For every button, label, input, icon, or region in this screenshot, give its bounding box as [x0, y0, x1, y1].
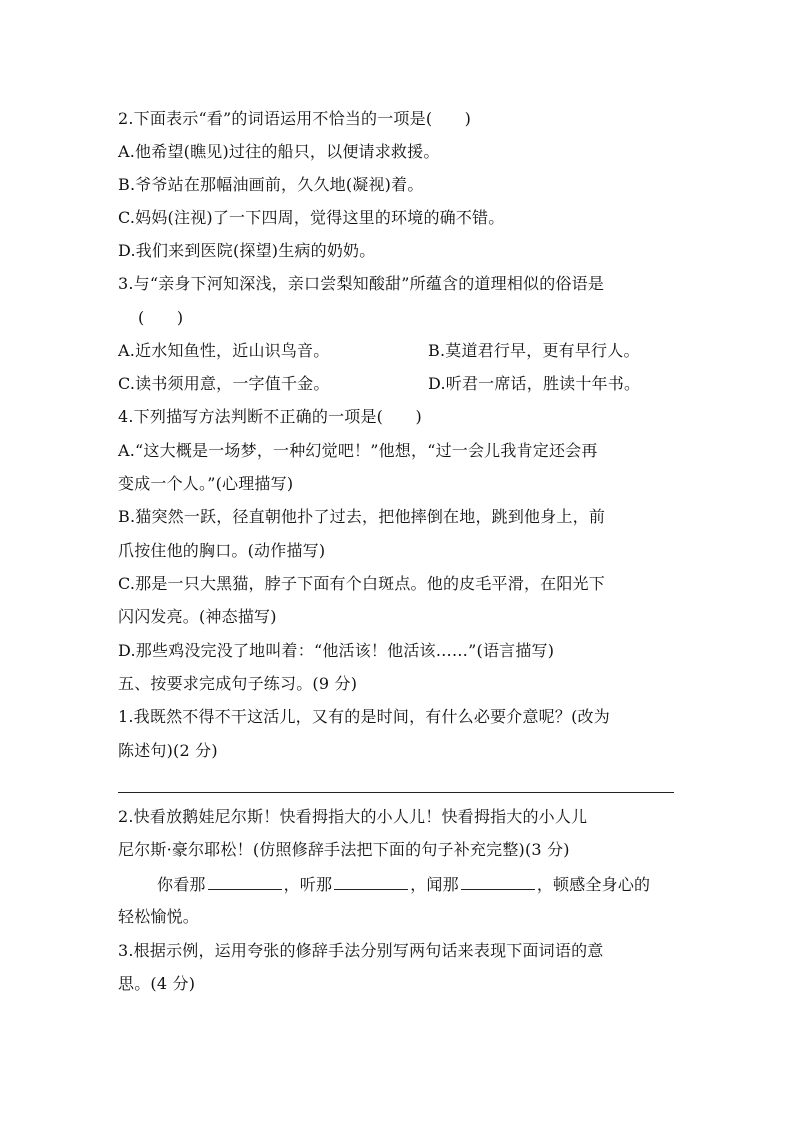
question-2-option-b: B.爷爷站在那幅油画前，久久地(凝视)着。 [118, 175, 424, 194]
sentence-1-line2: 陈述句)(2 分) [118, 741, 218, 760]
question-2-option-c: C.妈妈(注视)了一下四周，觉得这里的环境的确不错。 [118, 208, 505, 227]
question-4-option-c-line1: C.那是一只大黑猫，脖子下面有个白斑点。他的皮毛平滑，在阳光下 [118, 574, 605, 593]
fill-text-b: ，听那 [283, 875, 333, 894]
question-3-option-c: C.读书须用意，一字值千金。 [118, 374, 330, 393]
question-4-option-a-line2: 变成一个人。”(心理描写) [118, 474, 294, 493]
question-4-stem: 4.下列描写方法判断不正确的一项是( ) [118, 407, 422, 426]
question-4-option-c-line2: 闪闪发亮。(神态描写) [118, 607, 277, 626]
question-4-option-b-line2: 爪按住他的胸口。(动作描写) [118, 541, 326, 560]
sentence-2-line2: 尼尔斯·豪尔耶松！(仿照修辞手法把下面的句子补充完整)(3 分) [118, 840, 570, 859]
sentence-3-line1: 3.根据示例，运用夸张的修辞手法分别写两句话来表现下面词语的意 [118, 941, 604, 960]
question-3-option-a: A.近水知鱼性，近山识鸟音。 [118, 341, 330, 360]
blank-3[interactable] [461, 873, 535, 890]
question-2-option-a: A.他希望(瞧见)过往的船只，以便请求救援。 [118, 142, 440, 161]
sentence-1-line1: 1.我既然不得不干这活儿，又有的是时间，有什么必要介意呢？(改为 [118, 707, 610, 726]
question-3-answer-paren: ( ) [138, 308, 184, 327]
fill-text-c: ，闻那 [410, 875, 459, 894]
blank-2[interactable] [334, 873, 408, 890]
blank-1[interactable] [208, 873, 282, 890]
sentence-2-line1: 2.快看放鹅娃尼尔斯！快看拇指大的小人儿！快看拇指大的小人儿 [118, 807, 588, 826]
sentence-2-line3: 轻松愉悦。 [118, 907, 200, 926]
sentence-3-line2: 思。(4 分) [118, 974, 196, 993]
question-2-stem: 2.下面表示“看”的词语运用不恰当的一项是( ) [118, 109, 472, 128]
fill-text-d: ，顿感全身心的 [536, 875, 651, 894]
question-2-option-d: D.我们来到医院(探望)生病的奶奶。 [118, 241, 376, 260]
sentence-2-fill-line [157, 873, 650, 897]
question-3-option-d: D.听君一席话，胜读十年书。 [428, 374, 641, 393]
answer-line[interactable] [118, 792, 674, 793]
question-4-option-b-line1: B.猫突然一跃，径直朝他扑了过去，把他摔倒在地，跳到他身上，前 [118, 507, 606, 526]
fill-text-a: 你看那 [157, 875, 206, 894]
question-3-stem: 3.与“亲身下河知深浅，亲口尝梨知酸甜”所蕴含的道理相似的俗语是 [118, 274, 605, 293]
question-4-option-d: D.那些鸡没完没了地叫着：“他活该！他活该……”(语言描写) [118, 641, 555, 660]
section-5-heading: 五、按要求完成句子练习。(9 分) [118, 674, 358, 693]
question-4-option-a-line1: A.“这大概是一场梦，一种幻觉吧！”他想，“过一会儿我肯定还会再 [118, 441, 598, 460]
question-3-option-b: B.莫道君行早，更有早行人。 [428, 341, 640, 360]
